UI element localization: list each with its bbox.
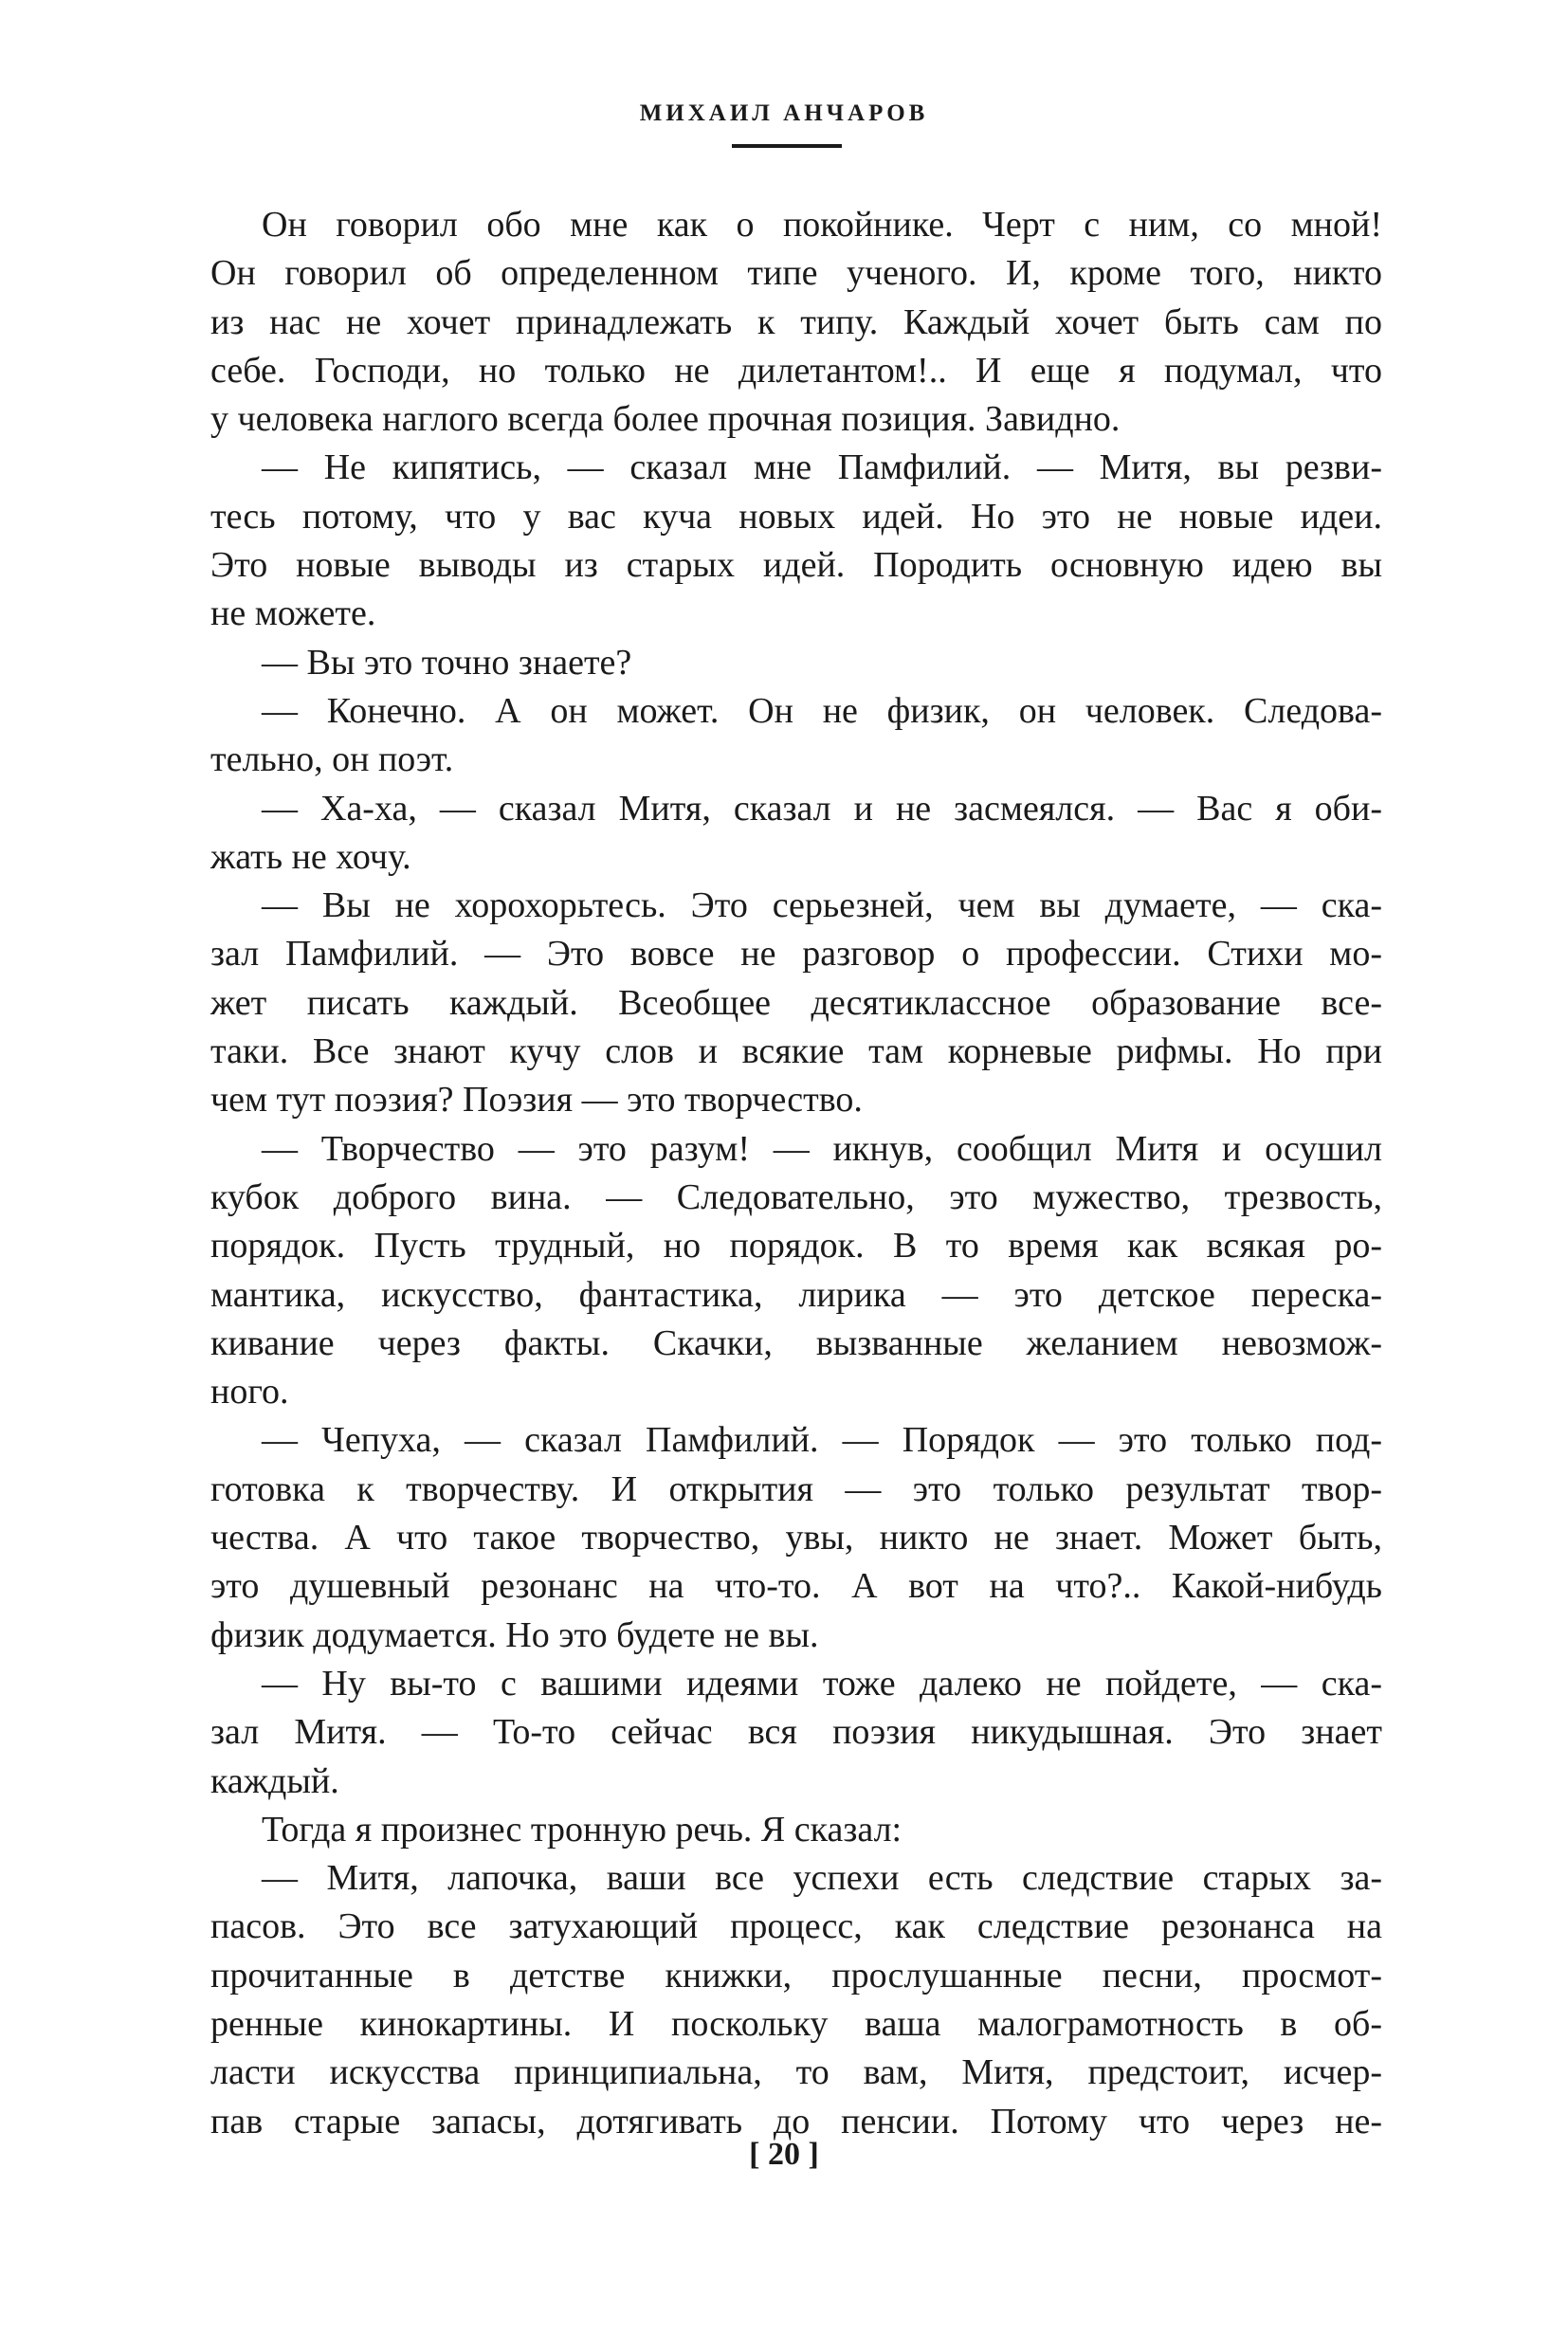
text-line: ренные кинокартины. И поскольку ваша малограмотность в об- xyxy=(210,2003,1382,2044)
text-line: таки. Все знают кучу слов и всякие там корневые рифмы. Но при xyxy=(210,1031,1382,1072)
text-line: это душевный резонанс на что-то. А вот на что?.. Какой-нибудь xyxy=(210,1566,1382,1607)
text-line: готовка к творчеству. И открытия — это только результат твор- xyxy=(210,1468,1382,1509)
text-line: Он говорил обо мне как о покойнике. Черт с ним, со мной! xyxy=(262,205,1382,245)
text-line: чества. А что такое творчество, увы, никто не знает. Может быть, xyxy=(210,1518,1382,1558)
text-line: ного. xyxy=(210,1372,289,1412)
text-line: мантика, искусство, фантастика, лирика — это детское переска- xyxy=(210,1274,1382,1315)
text-line: — Ха-ха, — сказал Митя, сказал и не засмеялся. — Вас я оби- xyxy=(262,788,1382,829)
text-line: — Чепуха, — сказал Памфилий. — Порядок — это только под- xyxy=(262,1420,1382,1461)
text-line: тельно, он поэт. xyxy=(210,739,454,780)
text-line: себе. Господи, но только не дилетантом!.. И еще я подумал, что xyxy=(210,350,1382,391)
text-line: каждый. xyxy=(210,1760,339,1801)
text-line: кивание через факты. Скачки, вызванные желанием невозмож- xyxy=(210,1322,1382,1363)
text-line: порядок. Пусть трудный, но порядок. В то время как всякая ро- xyxy=(210,1226,1382,1267)
text-line: — Вы не хорохорьтесь. Это серьезней, чем вы думаете, — ска- xyxy=(262,885,1382,926)
text-line: чем тут поэзия? Поэзия — это творчество. xyxy=(210,1080,863,1121)
text-line: пасов. Это все затухающий процесс, как следствие резонанса на xyxy=(210,1906,1382,1947)
text-line: — Ну вы-то с вашими идеями тоже далеко не пойдете, — ска- xyxy=(262,1663,1382,1704)
text-line: не можете. xyxy=(210,593,376,634)
text-line: из нас не хочет принадлежать к типу. Каждый хочет быть сам по xyxy=(210,301,1382,342)
body-text xyxy=(210,201,1382,2146)
text-line: жет писать каждый. Всеобщее десятиклассное образование все- xyxy=(210,982,1382,1023)
text-line: зал Митя. — То-то сейчас вся поэзия никудышная. Это знает xyxy=(210,1712,1382,1753)
text-line: у человека наглого всегда более прочная позиция. Завидно. xyxy=(210,399,1121,440)
text-line: Это новые выводы из старых идей. Породить основную идею вы xyxy=(210,545,1382,586)
text-line: ласти искусства принципиальна, то вам, Митя, предстоит, исчер- xyxy=(210,2052,1382,2093)
text-line: Тогда я произнес тронную речь. Я сказал: xyxy=(262,1809,903,1850)
text-line: зал Памфилий. — Это вовсе не разговор о профессии. Стихи мо- xyxy=(210,934,1382,975)
header-rule xyxy=(732,144,842,148)
text-line: — Митя, лапочка, ваши все успехи есть следствие старых за- xyxy=(262,1858,1382,1899)
text-line: — Конечно. А он может. Он не физик, он человек. Следова- xyxy=(262,690,1382,731)
text-line: прочитанные в детстве книжки, прослушанные песни, просмот- xyxy=(210,1955,1382,1996)
text-line: физик додумается. Но это будете не вы. xyxy=(210,1614,819,1655)
page-number: [ 20 ] xyxy=(749,2137,819,2172)
text-line: жать не хочу. xyxy=(210,836,411,877)
text-line: — Творчество — это разум! — икнув, сообщил Митя и осушил xyxy=(262,1128,1382,1169)
text-line: пав старые запасы, дотягивать до пенсии. Потому что через не- xyxy=(210,2101,1382,2141)
text-line: — Не кипятись, — сказал мне Памфилий. — Митя, вы резви- xyxy=(262,447,1382,488)
text-line: Он говорил об определенном типе ученого. И, кроме того, никто xyxy=(210,253,1382,294)
text-line: — Вы это точно знаете? xyxy=(262,642,632,683)
running-head: МИХАИЛ АНЧАРОВ xyxy=(639,100,929,126)
text-line: тесь потому, что у вас куча новых идей. Но это не новые идеи. xyxy=(210,496,1382,537)
text-line: кубок доброго вина. — Следовательно, это мужество, трезвость, xyxy=(210,1176,1382,1217)
